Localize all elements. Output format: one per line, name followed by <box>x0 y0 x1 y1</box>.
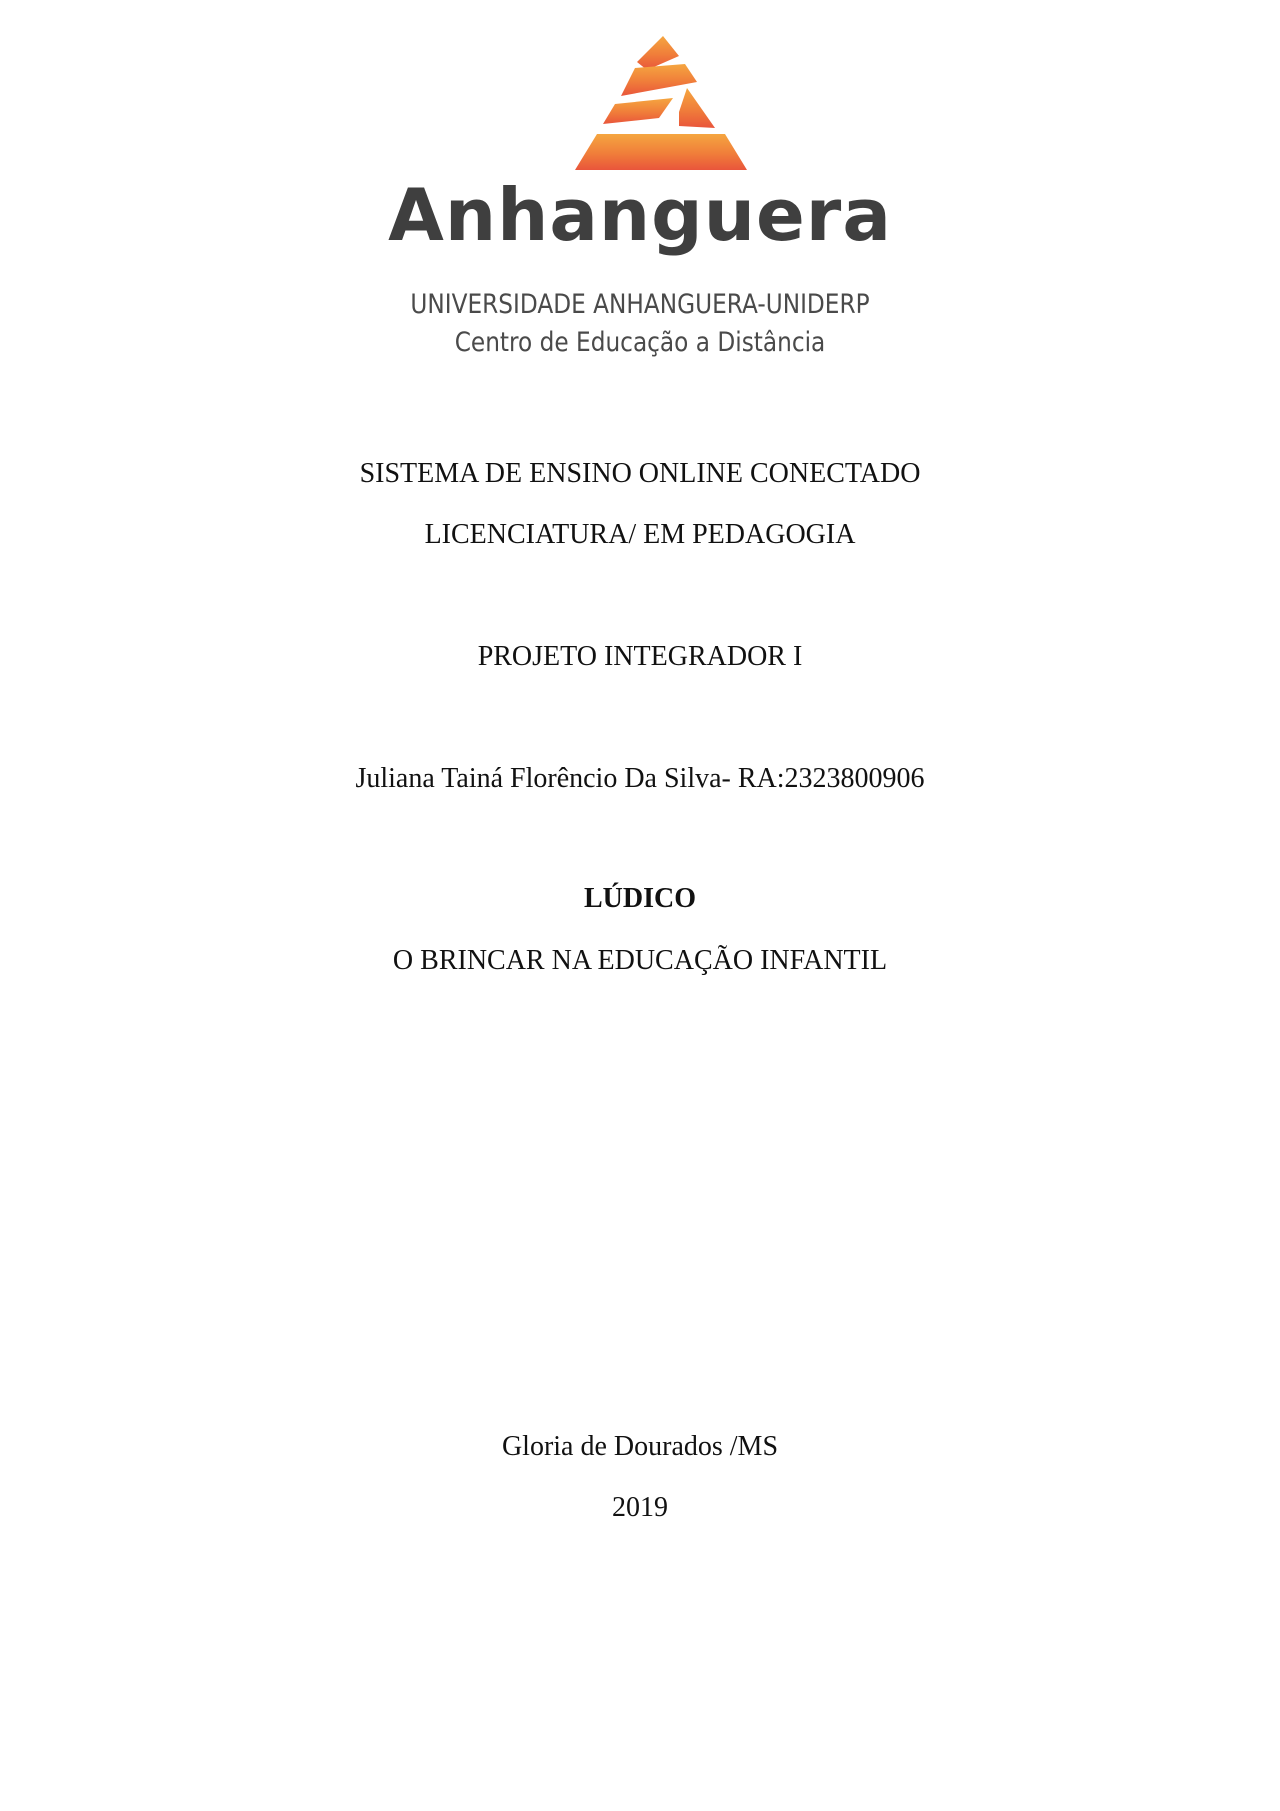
distance-center-name: Centro de Educação a Distância <box>454 327 826 358</box>
anhanguera-logo-icon <box>575 36 765 174</box>
brand-name: Anhanguera <box>388 173 892 257</box>
university-name: UNIVERSIDADE ANHANGUERA-UNIDERP <box>410 289 870 320</box>
subtitle-line: O BRINCAR NA EDUCAÇÃO INFANTIL <box>392 945 888 976</box>
logo-band-1 <box>637 36 679 70</box>
logo-band-3 <box>603 98 673 124</box>
logo-band-5 <box>575 134 747 170</box>
system-line: SISTEMA DE ENSINO ONLINE CONECTADO <box>359 458 921 489</box>
course-line: LICENCIATURA/ EM PEDAGOGIA <box>424 519 856 550</box>
logo-band-4 <box>679 88 715 128</box>
logo-band-2 <box>621 64 697 96</box>
title-line: LÚDICO <box>583 883 696 914</box>
year-line: 2019 <box>612 1492 668 1523</box>
project-line: PROJETO INTEGRADOR I <box>477 641 803 672</box>
author-line: Juliana Tainá Florêncio Da Silva- RA:2323800906 <box>355 763 925 794</box>
city-line: Gloria de Dourados /MS <box>501 1431 779 1462</box>
